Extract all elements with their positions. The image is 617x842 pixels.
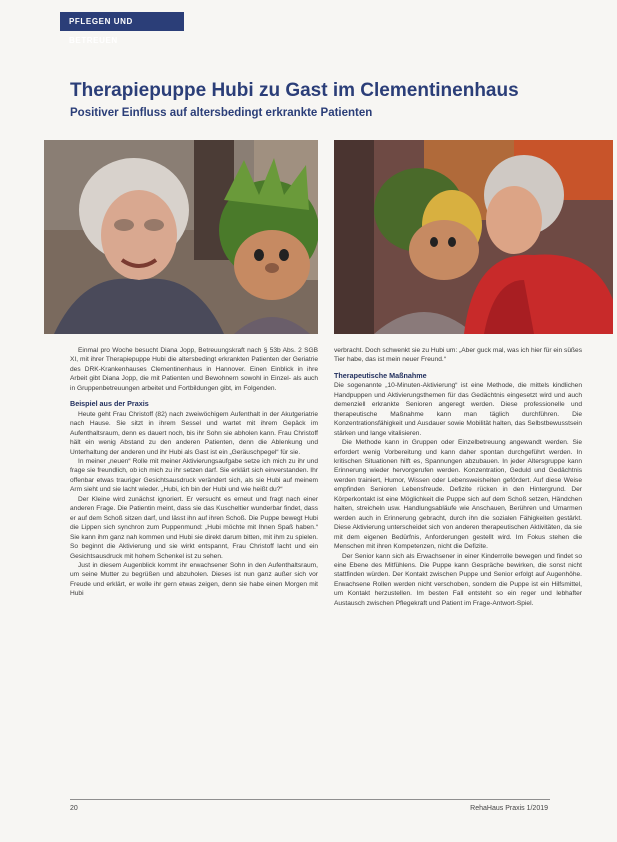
paragraph: Der Kleine wird zunächst ignoriert. Er versucht es erneut und fragt nach einer anderen Frage. Die Patientin meint, dass sie das Kuscheltier wunderbar findet, dass er auf dem Schoß sitzen darf, und lässt ihn auf ihren Schoß. Die Puppe bewegt Hubi die Lippen sich synchron zum Puppenmund: „Hubi möchte mit Ihnen Spaß haben.“ Sie kann ihm ganz nah kommen und Hubi sie direkt darum bitten, mit ihm zu spielen. So beginnt die Aktivierung und sie wirkt entspannt, Frau Christoff lacht und ein Gesichtsausdruck mit hohem Schenkel ist zu sehen. <box>70 495 318 560</box>
article-column-right <box>334 346 582 608</box>
paragraph: Einmal pro Woche besucht Diana Jopp, Betreuungskraft nach § 53b Abs. 2 SGB XI, mit ihrer Therapiepuppe Hubi die altersbedingt erkrankten Patienten der Geriatrie des DRK-Krankenhauses Clementinenhaus in Hannover. Einen Einblick in ihre Arbeit gibt Diana Jopp, die mit Patienten und Bewohnern sowohl in Einzel- als auch in Gruppenbetreuungen arbeitet und Fortbildungen gibt, im Folgenden. <box>70 347 318 392</box>
section-label: PFLEGEN UND BETREUEN <box>60 12 184 31</box>
paragraph: Heute geht Frau Christoff (82) nach zweiwöchigem Aufenthalt in der Akutgeriatrie nach Hause. Sie sitzt in ihrem Sessel und wartet mit ihrem Gepäck im Aufenthaltsraum, denn es dauert noch, bis ihr Sohn sie abholen kann. Frau Christoff hält ein wenig Abstand zu den anderen Patienten, denn die Ablenkung und Unterhaltung der anderen und ihr Hubi als Gast ist ein „Geräuschpegel“ für sie. <box>70 410 318 456</box>
section-heading: Beispiel aus der Praxis <box>70 399 149 409</box>
article-title: Therapiepuppe Hubi zu Gast im Clementinenhaus <box>70 80 519 101</box>
paragraph: Der Senior kann sich als Erwachsener in einer Kinderrolle bewegen und findet so eine Ebene des Mitfühlens. Die Puppe kann Gespräche bewirken, die sonst nicht stattfinden würden. Der Kontakt zwischen Puppe und Senior erfolgt auf Augenhöhe. Erwachsene Rollen werden nicht verschoben, sondern die Puppe ist ein Hilfsmittel, um Kontakt herzustellen. Im besten Fall entsteht so ein reger und lebhafter Austausch zwischen Pflegekraft und Patient im Frage-Antwort-Spiel. <box>334 552 582 607</box>
photo-senior-woman-with-puppet-left <box>44 140 318 334</box>
page-number: 20 <box>70 805 78 812</box>
photo-senior-woman-with-puppet-right <box>334 140 613 334</box>
magazine-name: RehaHaus Praxis 1/2019 <box>470 805 548 812</box>
article-column-left <box>70 346 318 599</box>
paragraph: Just in diesem Augenblick kommt ihr erwachsener Sohn in den Aufenthaltsraum, um seine Mutter zu begrüßen und abzuholen. Dieses ist nun ganz außer sich vor Freude und erklärt, er wolle ihr gern etwas zeigen, denn sie habe einen Morgen mit Hubi <box>70 561 318 598</box>
footer-divider <box>70 799 550 800</box>
paragraph: Die Methode kann in Gruppen oder Einzelbetreuung angewandt werden. Sie erfordert wenig Vorbereitung und kann daher spontan durchgeführt werden. In kritischen Situationen hilft es, Spannungen abzubauen. In jeder Altersgruppe kann Erinnerung wieder hervorgerufen werden. Konzentration, Geduld und Gedächtnis werden trainiert, Humor, Wissen oder Lebensweisheiten gefördert. Auf diese Weise empfinden Senioren Lebensfreude. Defizite rücken in den Hintergrund. Der Körperkontakt ist eine Möglichkeit die Puppe sich auf dem Schoß setzen, Händchen halten, streicheln usw. Handlungsabläufe wie Anschauen, Berühren und Umarmen werden auch in Erinnerung gebracht, durch ihn die sozialen Fähigkeiten gestärkt. Diese Aktivierung unterscheidet sich von anderen therapeutischen Aktivitäten, da sie mit dem eigenen Bedürfnis, Anforderungen gestellt wird. Im Fokus stehen die Menschen mit ihren Kompetenzen, nicht die Defizite. <box>334 439 582 551</box>
article-subtitle: Positiver Einfluss auf altersbedingt erkrankte Patienten <box>70 107 373 119</box>
paragraph: verbracht. Doch schwenkt sie zu Hubi um: „Aber guck mal, was ich hier für ein süßes Tier habe, das ist mein neuer Freund.“ <box>334 347 582 364</box>
paragraph: Die sogenannte „10-Minuten-Aktivierung“ ist eine Methode, die mittels kindlichen Handpuppen und Aktivierungsthemen für das Gedächtnis eingesetzt wird und auch demenziell erkrankte Senioren angeregt werden. Diese professionelle und therapeutische Maßnahme kann man täglich durchführen. Die Konzentrationsfähigkeit und Ausdauer sowie Mobilität halten, das Selbstbewusstsein stärken und lange vitalisieren. <box>334 382 582 437</box>
section-heading: Therapeutische Maßnahme <box>334 370 427 380</box>
paragraph: In meiner „neuen“ Rolle mit meiner Aktivierungsaufgabe setze ich mich zu ihr und frage sie freundlich, ob ich mich zu ihr setzen darf. Sie erklärt sich einverstanden. Ihr offenbar etwas trauriger Gesichtsausdruck verändert sich, als sie Hubi auf meinem Arm sieht und sie lacht wieder. „Hubi, ich bin der Hubi und wie heißt du?“ <box>70 457 318 494</box>
